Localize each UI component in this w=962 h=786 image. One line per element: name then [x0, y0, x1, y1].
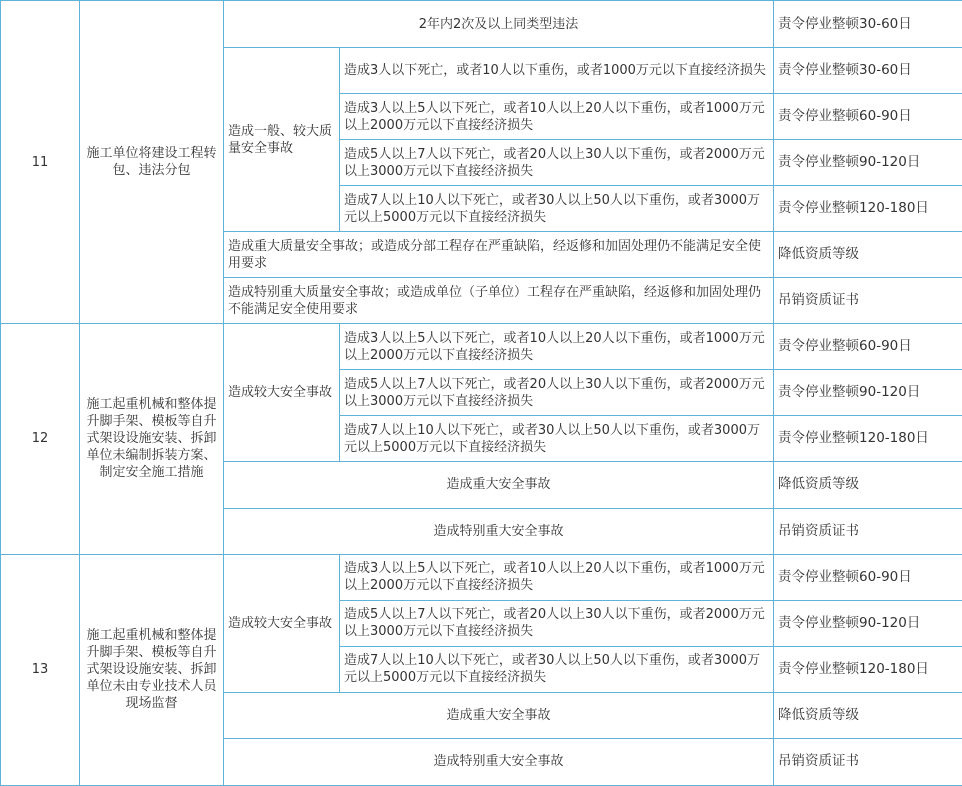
row-number-cell	[1, 324, 80, 554]
penalty-text: 责令停业整顿90-120日	[778, 614, 921, 631]
penalty-text: 责令停业整顿120-180日	[778, 660, 929, 677]
row-number-cell	[1, 554, 80, 785]
condition-cell	[224, 692, 774, 738]
condition-text: 造成3人以上5人以下死亡，或者10人以上20人以下重伤，或者1000万元以上2000万元以下直接经济损失	[344, 561, 765, 594]
penalty-cell	[774, 1, 962, 48]
accident-level-cell	[224, 48, 340, 232]
penalty-cell	[774, 692, 962, 738]
penalty-text: 责令停业整顿120-180日	[778, 430, 929, 447]
penalty-text: 责令停业整顿90-120日	[778, 384, 921, 401]
penalty-cell	[774, 646, 962, 692]
condition-text: 造成7人以上10人以下死亡，或者30人以上50人以下重伤，或者3000万元以上5000万元以下直接经济损失	[344, 653, 760, 686]
condition-text: 造成7人以上10人以下死亡，或者30人以上50人以下重伤，或者3000万元以上5000万元以下直接经济损失	[344, 422, 760, 455]
condition-cell	[340, 370, 774, 416]
condition-cell	[340, 600, 774, 646]
penalty-cell	[774, 140, 962, 186]
penalty-text: 降低资质等级	[778, 476, 860, 493]
condition-cell	[224, 1, 774, 48]
penalty-cell	[774, 370, 962, 416]
accident-level-text: 造成较大安全事故	[228, 385, 333, 401]
condition-cell	[340, 554, 774, 600]
condition-cell	[224, 232, 774, 278]
table-row	[1, 554, 962, 600]
penalty-cell	[774, 416, 962, 462]
condition-text: 造成特别重大质量安全事故；或造成单位（子单位）工程存在严重缺陷，经返修和加固处理仍不能满足安全使用要求	[228, 284, 762, 317]
row-number: 11	[31, 154, 49, 170]
condition-text: 2年内2次及以上同类型违法	[418, 16, 579, 32]
penalty-cell	[774, 232, 962, 278]
condition-text: 造成重大质量安全事故；或造成分部工程存在严重缺陷，经返修和加固处理仍不能满足安全使用要求	[228, 238, 762, 271]
penalty-cell	[774, 324, 962, 370]
penalty-text: 吊销资质证书	[778, 753, 860, 770]
table-row	[1, 1, 962, 48]
condition-cell	[224, 462, 774, 508]
accident-level-cell	[224, 554, 340, 692]
condition-text: 造成特别重大安全事故	[433, 523, 564, 539]
condition-text: 造成5人以上7人以下死亡，或者20人以上30人以下重伤，或者2000万元以上3000万元以下直接经济损失	[344, 607, 765, 640]
penalty-cell	[774, 94, 962, 140]
condition-cell	[340, 324, 774, 370]
condition-cell	[340, 94, 774, 140]
violation-cell	[80, 1, 224, 324]
penalty-cell	[774, 508, 962, 554]
condition-text: 造成5人以上7人以下死亡，或者20人以上30人以下重伤，或者2000万元以上3000万元以下直接经济损失	[344, 146, 765, 179]
condition-cell	[340, 140, 774, 186]
violation-text: 施工起重机械和整体提升脚手架、模板等自升式架设设施安装、拆卸单位未由专业技术人员现场监督	[86, 628, 217, 712]
condition-text: 造成特别重大安全事故	[433, 754, 564, 770]
penalty-text: 降低资质等级	[778, 246, 860, 263]
condition-cell	[224, 278, 774, 324]
penalty-text: 责令停业整顿60-90日	[778, 338, 912, 355]
penalty-cell	[774, 738, 962, 785]
condition-text: 造成3人以上5人以下死亡，或者10人以上20人以下重伤，或者1000万元以上2000万元以下直接经济损失	[344, 100, 765, 133]
penalty-text: 责令停业整顿60-90日	[778, 568, 912, 585]
condition-text: 造成5人以上7人以下死亡，或者20人以上30人以下重伤，或者2000万元以上3000万元以下直接经济损失	[344, 376, 765, 409]
accident-level-text: 造成较大安全事故	[228, 615, 333, 631]
penalty-cell	[774, 600, 962, 646]
accident-level-text: 造成一般、较大质量安全事故	[228, 123, 333, 156]
penalty-cell	[774, 48, 962, 94]
row-number-cell	[1, 1, 80, 324]
condition-text: 造成3人以下死亡，或者10人以下重伤，或者1000万元以下直接经济损失	[344, 63, 766, 79]
accident-level-cell	[224, 324, 340, 462]
row-number: 13	[31, 662, 49, 678]
violation-cell	[80, 324, 224, 554]
penalty-text: 降低资质等级	[778, 706, 860, 723]
penalty-text: 责令停业整顿90-120日	[778, 154, 921, 171]
condition-text: 造成重大安全事故	[446, 477, 551, 493]
penalty-text: 吊销资质证书	[778, 292, 860, 309]
condition-cell	[340, 48, 774, 94]
penalty-cell	[774, 186, 962, 232]
condition-text: 造成7人以上10人以下死亡，或者30人以上50人以下重伤，或者3000万元以上5000万元以下直接经济损失	[344, 192, 760, 225]
violation-text: 施工单位将建设工程转包、违法分包	[86, 146, 217, 179]
condition-cell	[340, 186, 774, 232]
penalty-text: 责令停业整顿60-90日	[778, 108, 912, 125]
violation-cell	[80, 554, 224, 785]
penalty-cell	[774, 554, 962, 600]
condition-cell	[224, 508, 774, 554]
penalty-cell	[774, 278, 962, 324]
condition-text: 造成重大安全事故	[446, 707, 551, 723]
penalty-text: 吊销资质证书	[778, 522, 860, 539]
penalty-text: 责令停业整顿30-60日	[778, 15, 912, 32]
row-number: 12	[31, 431, 49, 447]
table-row	[1, 324, 962, 370]
penalty-text: 责令停业整顿120-180日	[778, 200, 929, 217]
condition-cell	[224, 738, 774, 785]
condition-cell	[340, 416, 774, 462]
condition-cell	[340, 646, 774, 692]
condition-text: 造成3人以上5人以下死亡，或者10人以上20人以下重伤，或者1000万元以上2000万元以下直接经济损失	[344, 330, 765, 363]
violation-text: 施工起重机械和整体提升脚手架、模板等自升式架设设施安装、拆卸单位未编制拆装方案、制定安全施工措施	[86, 397, 217, 481]
penalty-cell	[774, 462, 962, 508]
penalty-text: 责令停业整顿30-60日	[778, 62, 912, 79]
